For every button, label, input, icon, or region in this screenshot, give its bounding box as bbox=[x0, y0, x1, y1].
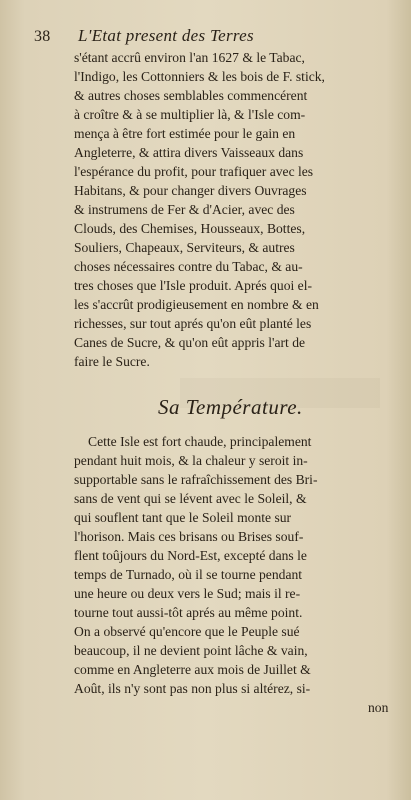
section-heading: Sa Température. bbox=[158, 395, 303, 419]
text-line: l'Indigo, les Cottonniers & les bois de F. stick, bbox=[74, 69, 325, 84]
text-line: Cette Isle est fort chaude, principalement bbox=[88, 434, 312, 449]
text-line: les s'accrût prodigieusement en nombre & en bbox=[74, 297, 319, 312]
text-line: choses nécessaires contre du Tabac, & au- bbox=[74, 259, 303, 274]
catchword: non bbox=[368, 700, 389, 715]
text-line: temps de Turnado, où il se tourne pendant bbox=[74, 567, 303, 582]
text-line: Canes de Sucre, & qu'on eût appris l'art de bbox=[74, 335, 306, 350]
text-line: comme en Angleterre aux mois de Juillet & bbox=[74, 662, 311, 677]
text-line: & autres choses semblables commencérent bbox=[74, 88, 308, 103]
text-line: qui souflent tant que le Soleil monte sur bbox=[74, 510, 292, 525]
text-line: l'espérance du profit, pour trafiquer avec les bbox=[74, 164, 314, 179]
text-line: richesses, sur tout aprés qu'on eût planté les bbox=[74, 316, 312, 331]
text-line: tres choses que l'Isle produit. Aprés quoi el- bbox=[74, 278, 313, 293]
page-header bbox=[34, 26, 406, 48]
text-line: tourne tout aussi-tôt aprés au même point. bbox=[74, 605, 303, 620]
text-line: Habitans, & pour changer divers Ouvrages bbox=[74, 183, 307, 198]
text-line: Souliers, Chapeaux, Serviteurs, & autres bbox=[74, 240, 295, 255]
text-line: sans de vent qui se lévent avec le Soleil, & bbox=[74, 491, 307, 506]
text-line: une heure ou deux vers le Sud; mais il re- bbox=[74, 586, 301, 601]
text-line: faire le Sucre. bbox=[74, 354, 150, 369]
text-line: supportable sans le rafraîchissement des Bri- bbox=[74, 472, 318, 487]
text-line: pendant huit mois, & la chaleur y seroit in- bbox=[74, 453, 308, 468]
page-number: 38 bbox=[34, 28, 51, 45]
text-line: Août, ils n'y sont pas non plus si altérez, si- bbox=[74, 681, 311, 696]
text-line: s'étant accrû environ l'an 1627 & le Tabac, bbox=[74, 50, 305, 65]
text-line: Angleterre, & attira divers Vaisseaux dans bbox=[74, 145, 304, 160]
text-line: On a observé qu'encore que le Peuple sué bbox=[74, 624, 300, 639]
text-line: à croître & à se multiplier là, & l'Isle com- bbox=[74, 107, 306, 122]
text-line: l'horison. Mais ces brisans ou Brises souf- bbox=[74, 529, 304, 544]
text-line: mença à être fort estimée pour le gain en bbox=[74, 126, 296, 141]
text-line: Clouds, des Chemises, Housseaux, Bottes, bbox=[74, 221, 306, 236]
text-line: & instrumens de Fer & d'Acier, avec des bbox=[74, 202, 295, 217]
text-line: flent toûjours du Nord-Est, excepté dans le bbox=[74, 548, 307, 563]
running-title: L'Etat present des Terres bbox=[78, 26, 254, 45]
text-line: beaucoup, il ne devient point lâche & vain, bbox=[74, 643, 308, 658]
